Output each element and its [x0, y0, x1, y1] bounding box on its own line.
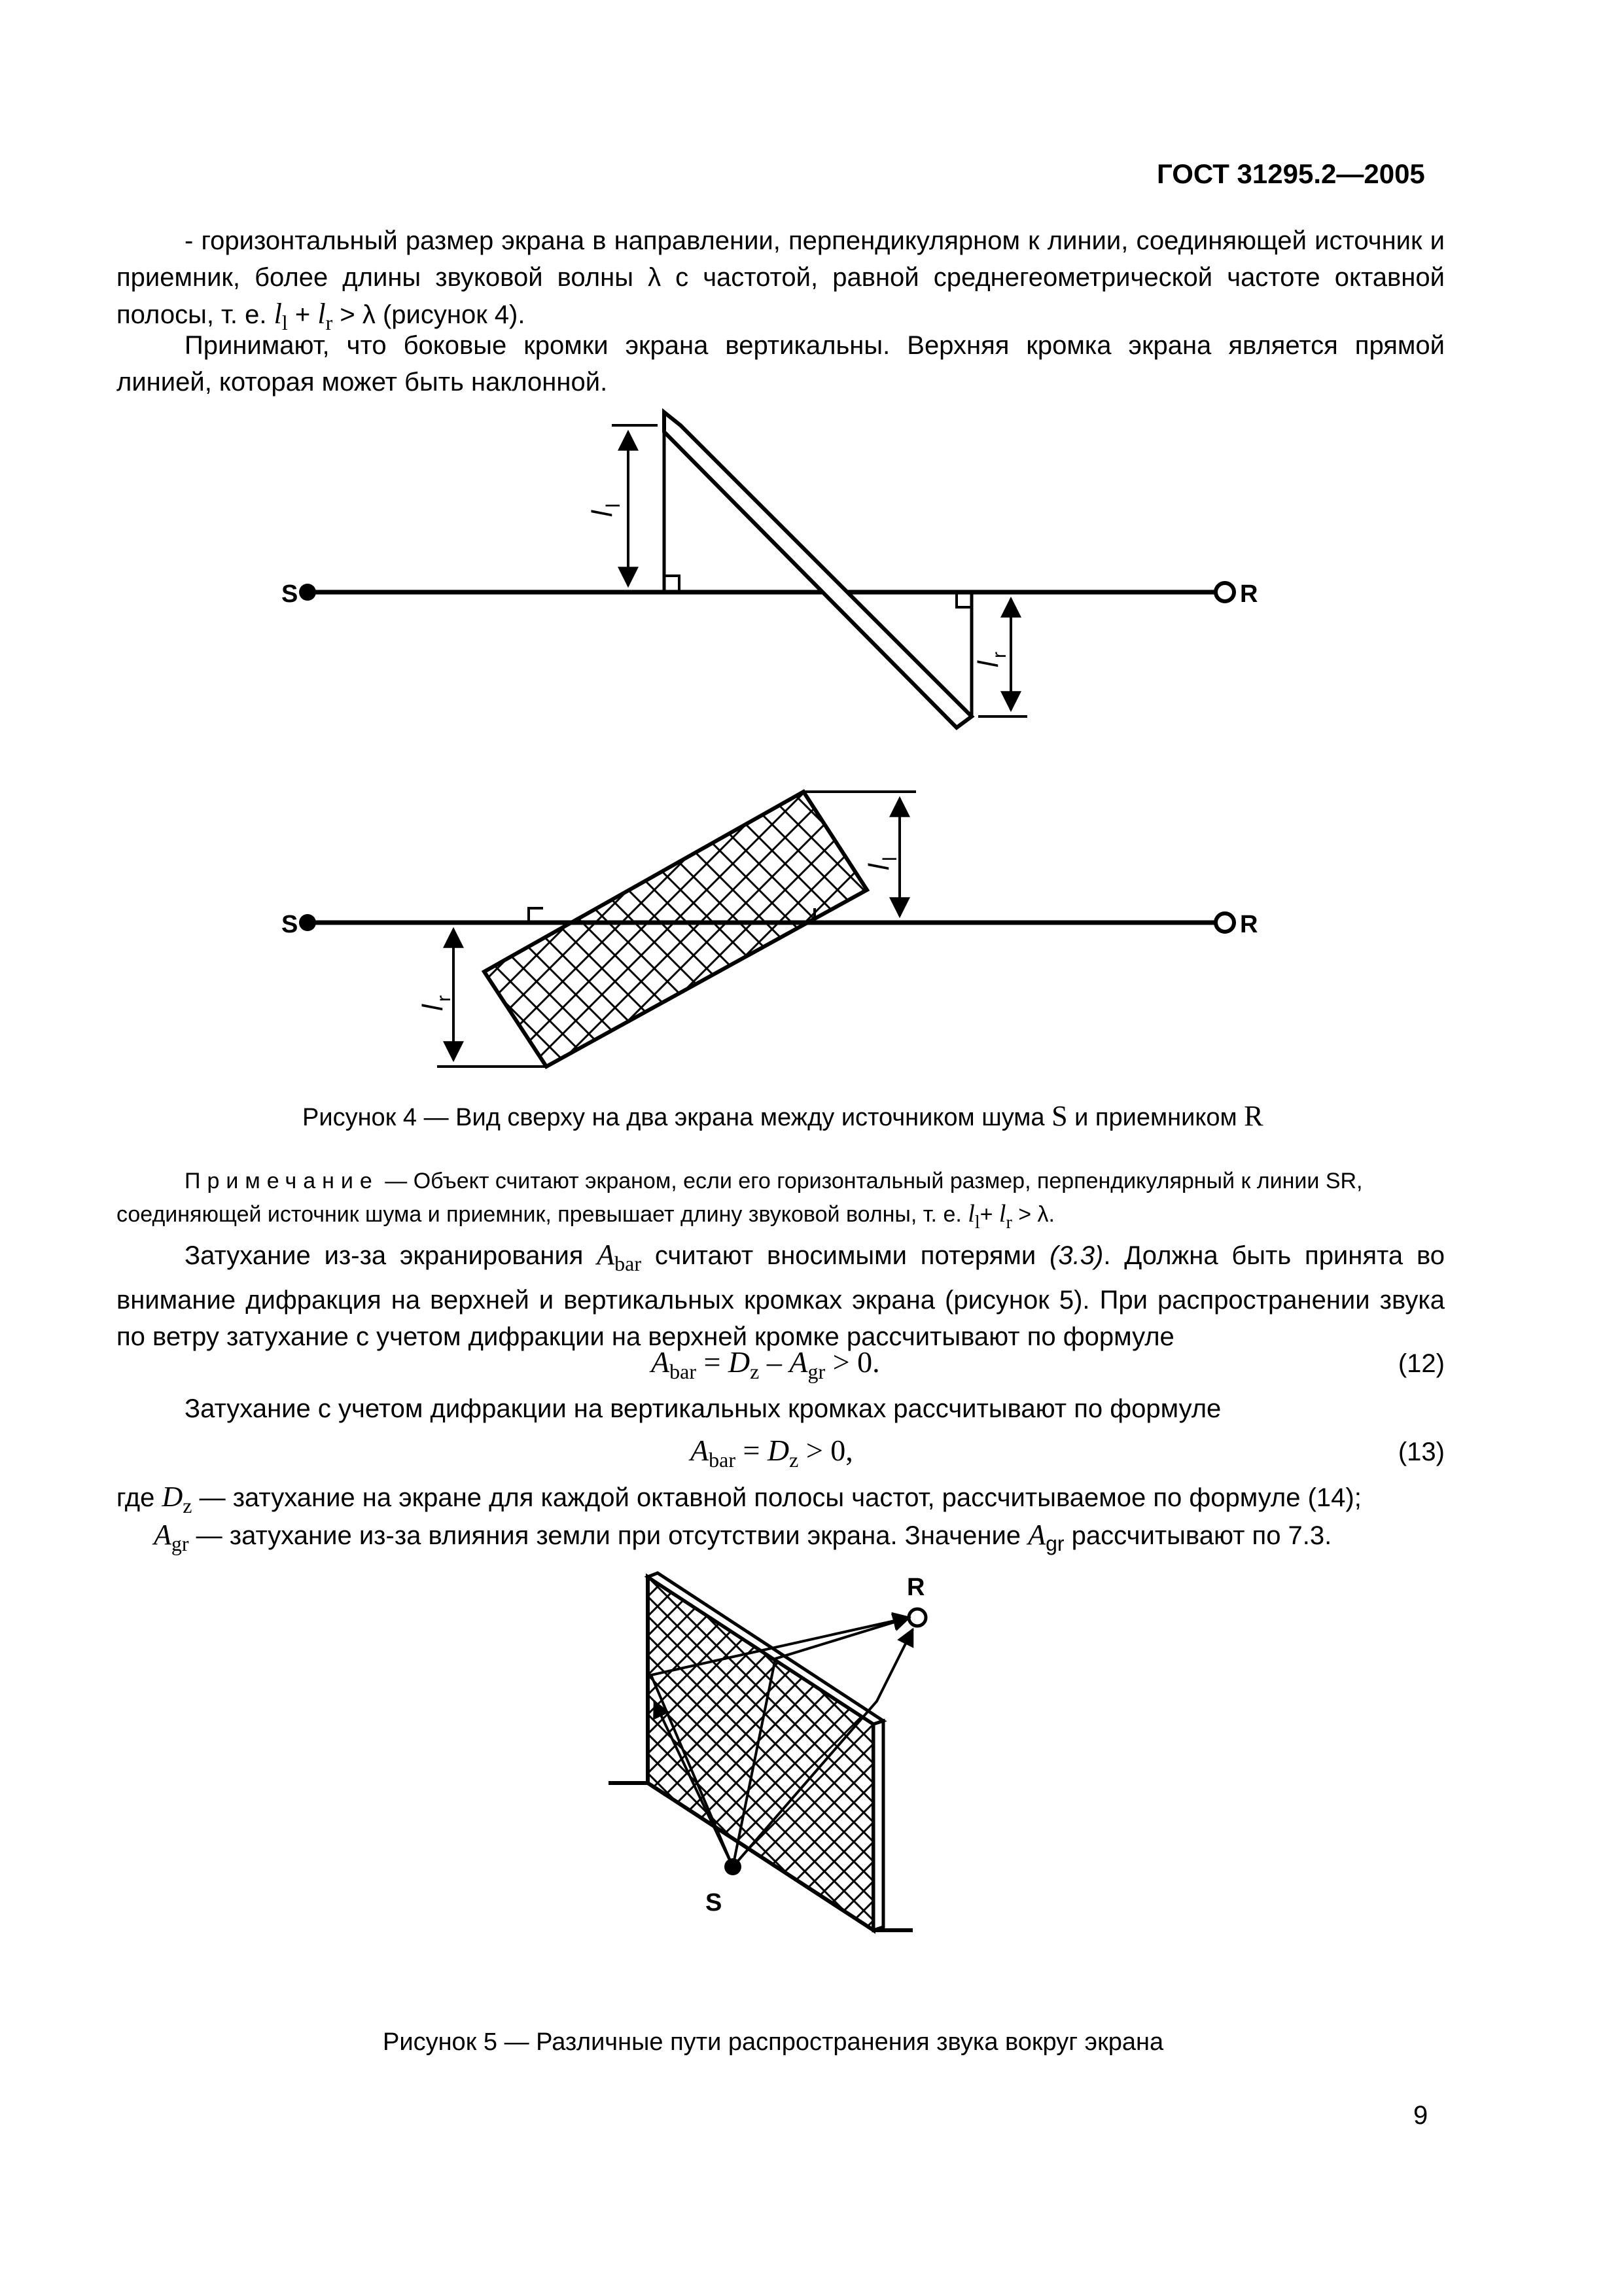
equation-12-number: (12)	[1398, 1349, 1445, 1378]
source-label-top: S	[281, 580, 298, 608]
receiver-dot-top	[1216, 583, 1234, 601]
receiver-label-bottom: R	[1240, 911, 1258, 938]
intro-paragraph-2: Принимают, что боковые кромки экрана вертикальны. Верхняя кромка экрана является прямой линией, которая может быть наклонной.	[116, 331, 1445, 397]
where-clause-2: $A_{gr}$ — затухание из-за влияния земли при отсутствии экрана. Значение $A_{gr}$ рассчитывают по 7.3.	[154, 1519, 1332, 1555]
receiver-dot-fig5	[909, 1609, 926, 1626]
figure-4-caption: Рисунок 4 — Вид сверху на два экрана между источником шума S и приемником R	[302, 1100, 1263, 1132]
receiver-label-top: R	[1240, 580, 1258, 608]
source-dot-top	[299, 584, 316, 601]
screen-3d	[648, 1577, 874, 1930]
note-paragraph: Примечание — Объект считают экраном, если его горизонтальный размер, перпендикулярный к линии SR, соединяющей источник шума и приемник, превышает длину звуковой волны, т. е. $l_l+ l_r > \lambda$.	[116, 1169, 1363, 1233]
figure-5-caption: Рисунок 5 — Различные пути распространения звука вокруг экрана	[383, 2028, 1164, 2056]
screen-hatched	[484, 792, 867, 1067]
page-number: 9	[1413, 2101, 1428, 2130]
receiver-label-fig5: R	[907, 1574, 925, 1601]
source-dot-bottom	[299, 914, 316, 931]
svg-text:r: r	[433, 995, 455, 1002]
equation-13-number: (13)	[1398, 1438, 1445, 1466]
source-label-bottom: S	[281, 911, 298, 938]
where-clause-1: где $D_z$ — затухание на экране для каждой октавной полосы частот, рассчитываемое по формуле (14);	[116, 1481, 1362, 1517]
paragraph-attenuation: Затухание из-за экранирования $A_{bar}$ считают вносимыми потерями (3.3). Должна быть принята во внимание дифракция на верхней и вертикальных кромках экрана (рисунок 5). При распространении звука по ветру затухание с учетом дифракции на верхней кромке рассчитывают по формуле	[116, 1239, 1445, 1351]
intro-paragraph-1: - горизонтальный размер экрана в направлении, перпендикулярном к линии, соединяющей источник и приемник, более длины звуковой волны λ с частотой, равной среднегеометрической частоте октавной полосы, т. е. $l_l + l_r > \lambda$ (рисунок 4).	[116, 226, 1445, 334]
svg-text:l: l	[879, 857, 901, 861]
dim-lr-bottom: l	[417, 1004, 449, 1011]
dim-lr-top: l	[972, 661, 1004, 667]
dim-ll-top: l	[586, 510, 618, 517]
document-id: ГОСТ 31295.2—2005	[1157, 158, 1425, 189]
svg-text:r: r	[989, 652, 1010, 658]
figure-5-diagram	[0, 1557, 1624, 2002]
source-label-fig5: S	[705, 1889, 722, 1916]
receiver-dot-bottom	[1216, 913, 1234, 932]
paragraph-vertical-edges: Затухание с учетом дифракции на вертикальных кромках рассчитывают по формуле	[185, 1394, 1222, 1423]
equation-13: $A_{bar} = D_z > 0$,	[690, 1434, 853, 1472]
equation-12: $A_{bar} = D_z - A_{gr} > 0$.	[651, 1345, 880, 1383]
screen-thin	[664, 412, 972, 728]
svg-text:l: l	[603, 503, 624, 508]
dim-ll-bottom: l	[863, 864, 895, 870]
